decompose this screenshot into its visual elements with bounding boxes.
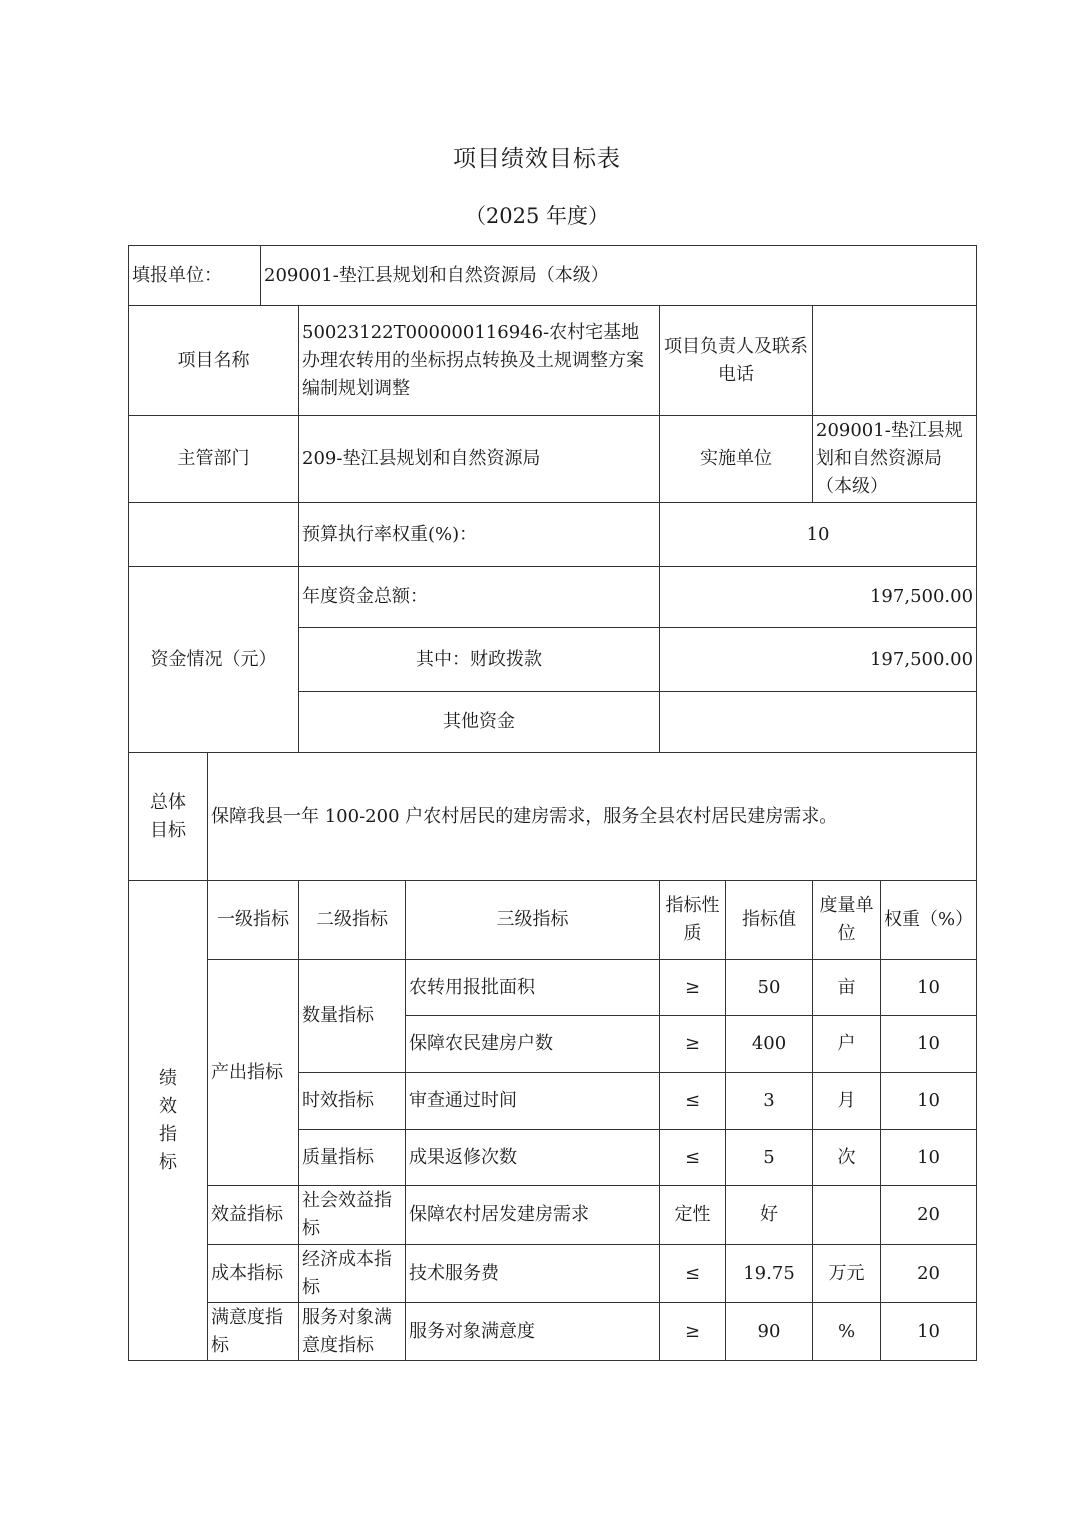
group-benefit: 效益指标 <box>208 1186 299 1245</box>
indicator-header-row <box>129 881 977 960</box>
project-row <box>129 306 977 416</box>
row-value: 400 <box>726 1016 813 1073</box>
row-unit: 亩 <box>813 960 881 1016</box>
row-level2: 数量指标 <box>299 960 406 1073</box>
project-name-value: 50023122T000000116946-农村宅基地办理农转用的坐标拐点转换及土规调整方案编制规划调整 <box>299 306 660 416</box>
group-cost: 成本指标 <box>208 1245 299 1303</box>
row-unit: % <box>813 1303 881 1361</box>
row-value: 5 <box>726 1130 813 1186</box>
row-nature: ≥ <box>660 1016 726 1073</box>
funds-label: 资金情况（元） <box>129 567 299 753</box>
budget-rate-value: 10 <box>660 503 977 567</box>
row-nature: ≥ <box>660 1303 726 1361</box>
row-level3: 成果返修次数 <box>406 1130 660 1186</box>
row-nature: ≥ <box>660 960 726 1016</box>
goal-label: 总体目标 <box>129 753 208 881</box>
impl-label: 实施单位 <box>660 416 813 503</box>
impl-value: 209001-垫江县规划和自然资源局（本级） <box>813 416 977 503</box>
row-unit: 次 <box>813 1130 881 1186</box>
row-nature: ≤ <box>660 1073 726 1130</box>
dept-value: 209-垫江县规划和自然资源局 <box>299 416 660 503</box>
row-weight: 10 <box>881 1130 977 1186</box>
page-subtitle: （2025 年度） <box>464 204 610 228</box>
row-weight: 20 <box>881 1245 977 1303</box>
funds-total-label: 年度资金总额： <box>299 567 660 628</box>
owner-label: 项目负责人及联系电话 <box>660 306 813 416</box>
row-weight: 10 <box>881 1303 977 1361</box>
row-nature: ≤ <box>660 1130 726 1186</box>
row-value: 好 <box>726 1186 813 1245</box>
row-level3: 技术服务费 <box>406 1245 660 1303</box>
table-row <box>129 960 977 1016</box>
row-level3: 服务对象满意度 <box>406 1303 660 1361</box>
header-weight: 权重（%） <box>881 881 977 960</box>
table-row <box>129 1303 977 1361</box>
budget-rate-row <box>129 503 977 567</box>
goal-value: 保障我县一年 100-200 户农村居民的建房需求，服务全县农村居民建房需求。 <box>208 753 977 881</box>
row-level3: 审查通过时间 <box>406 1073 660 1130</box>
row-weight: 10 <box>881 1016 977 1073</box>
table-row <box>129 1245 977 1303</box>
row-nature: 定性 <box>660 1186 726 1245</box>
row-nature: ≤ <box>660 1245 726 1303</box>
unit-value: 209001-垫江县规划和自然资源局（本级） <box>261 246 977 306</box>
header-level1: 一级指标 <box>208 881 299 960</box>
row-level2: 社会效益指标 <box>299 1186 406 1245</box>
header-value: 指标值 <box>726 881 813 960</box>
row-weight: 20 <box>881 1186 977 1245</box>
funds-fiscal-label: 其中：财政拨款 <box>299 628 660 692</box>
group-satisfaction: 满意度指标 <box>208 1303 299 1361</box>
row-unit <box>813 1186 881 1245</box>
dept-label: 主管部门 <box>129 416 299 503</box>
row-value: 90 <box>726 1303 813 1361</box>
header-nature: 指标性质 <box>660 881 726 960</box>
row-weight: 10 <box>881 960 977 1016</box>
page-title: 项目绩效目标表 <box>453 146 621 172</box>
funds-total-row <box>129 567 977 628</box>
goal-row <box>129 753 977 881</box>
budget-rate-label: 预算执行率权重(%)： <box>299 503 660 567</box>
row-level2: 时效指标 <box>299 1073 406 1130</box>
row-unit: 万元 <box>813 1245 881 1303</box>
unit-label: 填报单位： <box>129 246 261 306</box>
header-unit: 度量单位 <box>813 881 881 960</box>
row-unit: 户 <box>813 1016 881 1073</box>
header-level2: 二级指标 <box>299 881 406 960</box>
dept-row <box>129 416 977 503</box>
group-output: 产出指标 <box>208 960 299 1186</box>
project-name-label: 项目名称 <box>129 306 299 416</box>
funds-other-value <box>660 692 977 753</box>
row-level2: 服务对象满意度指标 <box>299 1303 406 1361</box>
row-value: 3 <box>726 1073 813 1130</box>
row-level3: 保障农村居发建房需求 <box>406 1186 660 1245</box>
unit-row <box>129 246 977 306</box>
row-level2: 质量指标 <box>299 1130 406 1186</box>
row-value: 19.75 <box>726 1245 813 1303</box>
funds-total-value: 197,500.00 <box>660 567 977 628</box>
row-value: 50 <box>726 960 813 1016</box>
funds-other-label: 其他资金 <box>299 692 660 753</box>
row-weight: 10 <box>881 1073 977 1130</box>
row-level3: 保障农民建房户数 <box>406 1016 660 1073</box>
funds-fiscal-value: 197,500.00 <box>660 628 977 692</box>
table-row <box>129 1186 977 1245</box>
row-unit: 月 <box>813 1073 881 1130</box>
row-level2: 经济成本指标 <box>299 1245 406 1303</box>
header-level3: 三级指标 <box>406 881 660 960</box>
perf-label: 绩效指标 <box>129 881 208 1361</box>
performance-table <box>128 245 977 1361</box>
row-level3: 农转用报批面积 <box>406 960 660 1016</box>
owner-value <box>813 306 977 416</box>
